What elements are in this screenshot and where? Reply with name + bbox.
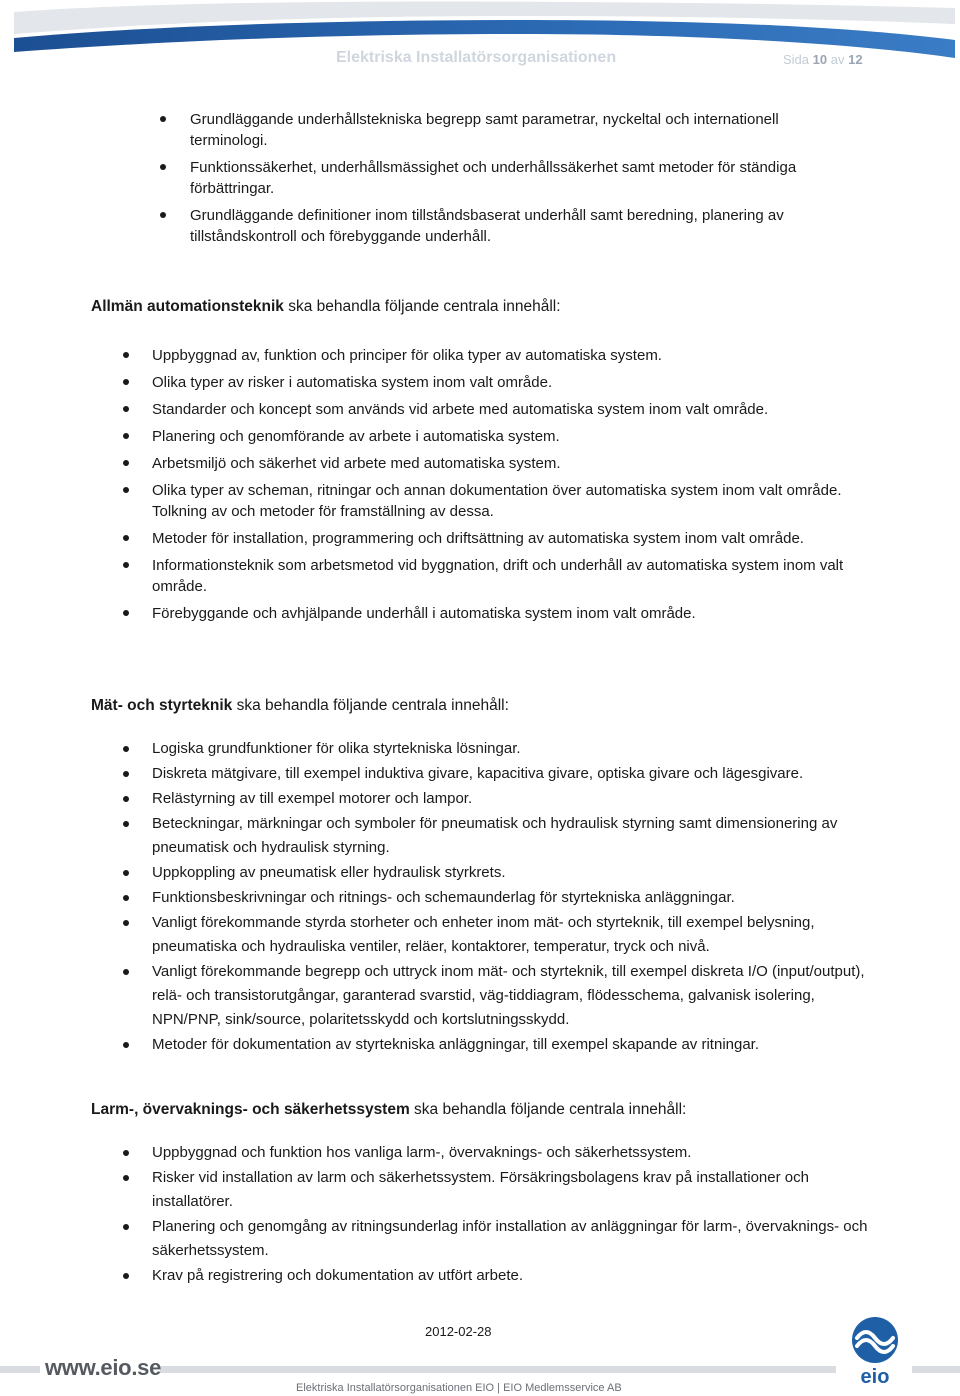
section-keyword: Mät- och styrteknik xyxy=(91,697,233,714)
list-item: Grundläggande underhållstekniska begrepp samt parametrar, nyckeltal och internationell terminologi. xyxy=(160,109,840,151)
list-item: Olika typer av scheman, ritningar och annan dokumentation över automatiska system inom valt område. Tolkning av och metoder för framställning av dessa. xyxy=(122,480,871,522)
section-items xyxy=(122,737,871,1057)
section-items xyxy=(122,345,871,624)
section-title-rest: ska behandla följande centrala innehåll: xyxy=(409,1101,687,1118)
list-item: Förebyggande och avhjälpande underhåll i automatiska system inom valt område. xyxy=(122,603,871,624)
list-item: Vanligt förekommande styrda storheter och enheter inom mät- och styrteknik, till exempel belysning, pneumatiska och hydrauliska ventiler, reläer, kontaktorer, temperatur, tryck och nivå. xyxy=(122,911,871,959)
section-title-rest: ska behandla följande centrala innehåll: xyxy=(283,298,561,315)
list-item: Uppbyggnad av, funktion och principer för olika typer av automatiska system. xyxy=(122,345,871,366)
header-org-name: Elektriska Installatörsorganisationen xyxy=(336,49,617,66)
list-item: Funktionsbeskrivningar och ritnings- och schemaunderlag för styrtekniska anläggningar. xyxy=(122,886,871,910)
page-current: 10 xyxy=(812,52,828,67)
list-item: Krav på registrering och dokumentation av utfört arbete. xyxy=(122,1264,871,1288)
list-item: Planering och genomgång av ritningsunderlag inför installation av anläggningar för larm-, övervaknings- och säkerhetssystem. xyxy=(122,1215,871,1263)
list-item: Uppbyggnad och funktion hos vanliga larm-, övervaknings- och säkerhetssystem. xyxy=(122,1141,871,1165)
footer-company: Elektriska Installatörsorganisationen EIO | EIO Medlemsservice AB xyxy=(296,1382,622,1394)
section-keyword: Allmän automationsteknik xyxy=(91,298,284,315)
list-item: Olika typer av risker i automatiska system inom valt område. xyxy=(122,372,871,393)
list-item: Informationsteknik som arbetsmetod vid byggnation, drift och underhåll av automatiska system inom valt område. xyxy=(122,555,871,597)
list-item: Uppkoppling av pneumatisk eller hydraulisk styrkrets. xyxy=(122,861,871,885)
page-total: 12 xyxy=(848,52,863,67)
list-item: Arbetsmiljö och säkerhet vid arbete med automatiska system. xyxy=(122,453,871,474)
section-allman-automationsteknik xyxy=(91,296,871,630)
footer-date: 2012-02-28 xyxy=(425,1324,492,1339)
section-keyword: Larm-, övervaknings- och säkerhetssystem xyxy=(91,1101,410,1118)
logo-text: eio xyxy=(860,1366,890,1386)
intro-list xyxy=(160,109,840,253)
list-item: Beteckningar, märkningar och symboler för pneumatisk och hydraulisk styrning samt dimensionering av pneumatisk och hydraulisk styrning. xyxy=(122,812,871,860)
section-items xyxy=(122,1141,871,1288)
list-item: Logiska grundfunktioner för olika styrtekniska lösningar. xyxy=(122,737,871,761)
footer-url[interactable]: www.eio.se xyxy=(45,1355,162,1380)
list-item: Diskreta mätgivare, till exempel induktiva givare, kapacitiva givare, optiska givare och lägesgivare. xyxy=(122,762,871,786)
page-prefix: Sida xyxy=(783,52,810,67)
list-item: Vanligt förekommande begrepp och uttryck inom mät- och styrteknik, till exempel diskreta I/O (input/output), relä- och transistorutgångar, garanterad svarstid, väg-tiddiagram, flödesschema, galvanisk isolering, NPN/PNP, sink/source, polaritetsskydd och kortslutningsskydd. xyxy=(122,960,871,1032)
header-page-number xyxy=(783,52,863,67)
page-sep: av xyxy=(830,52,845,67)
list-item: Standarder och koncept som används vid arbete med automatiska system inom valt område. xyxy=(122,399,871,420)
section-title-rest: ska behandla följande centrala innehåll: xyxy=(232,697,509,714)
section-title xyxy=(91,1099,871,1120)
section-larm-overvakning-sakerhet xyxy=(91,1099,871,1289)
section-mat-och-styrteknik xyxy=(91,695,871,1058)
list-item: Planering och genomförande av arbete i automatiska system. xyxy=(122,426,871,447)
section-title xyxy=(91,296,871,317)
eio-logo-icon xyxy=(845,1316,905,1386)
section-title xyxy=(91,695,871,716)
list-item: Metoder för dokumentation av styrtekniska anläggningar, till exempel skapande av ritningar. xyxy=(122,1033,871,1057)
list-item: Grundläggande definitioner inom tillståndsbaserat underhåll samt beredning, planering av tillståndskontroll och förebyggande underhåll. xyxy=(160,205,840,247)
list-item: Metoder för installation, programmering och driftsättning av automatiska system inom valt område. xyxy=(122,528,871,549)
list-item: Relästyrning av till exempel motorer och lampor. xyxy=(122,787,871,811)
list-item: Risker vid installation av larm och säkerhetssystem. Försäkringsbolagens krav på installationer och installatörer. xyxy=(122,1166,871,1214)
list-item: Funktionssäkerhet, underhållsmässighet och underhållssäkerhet samt metoder för ständiga förbättringar. xyxy=(160,157,840,199)
